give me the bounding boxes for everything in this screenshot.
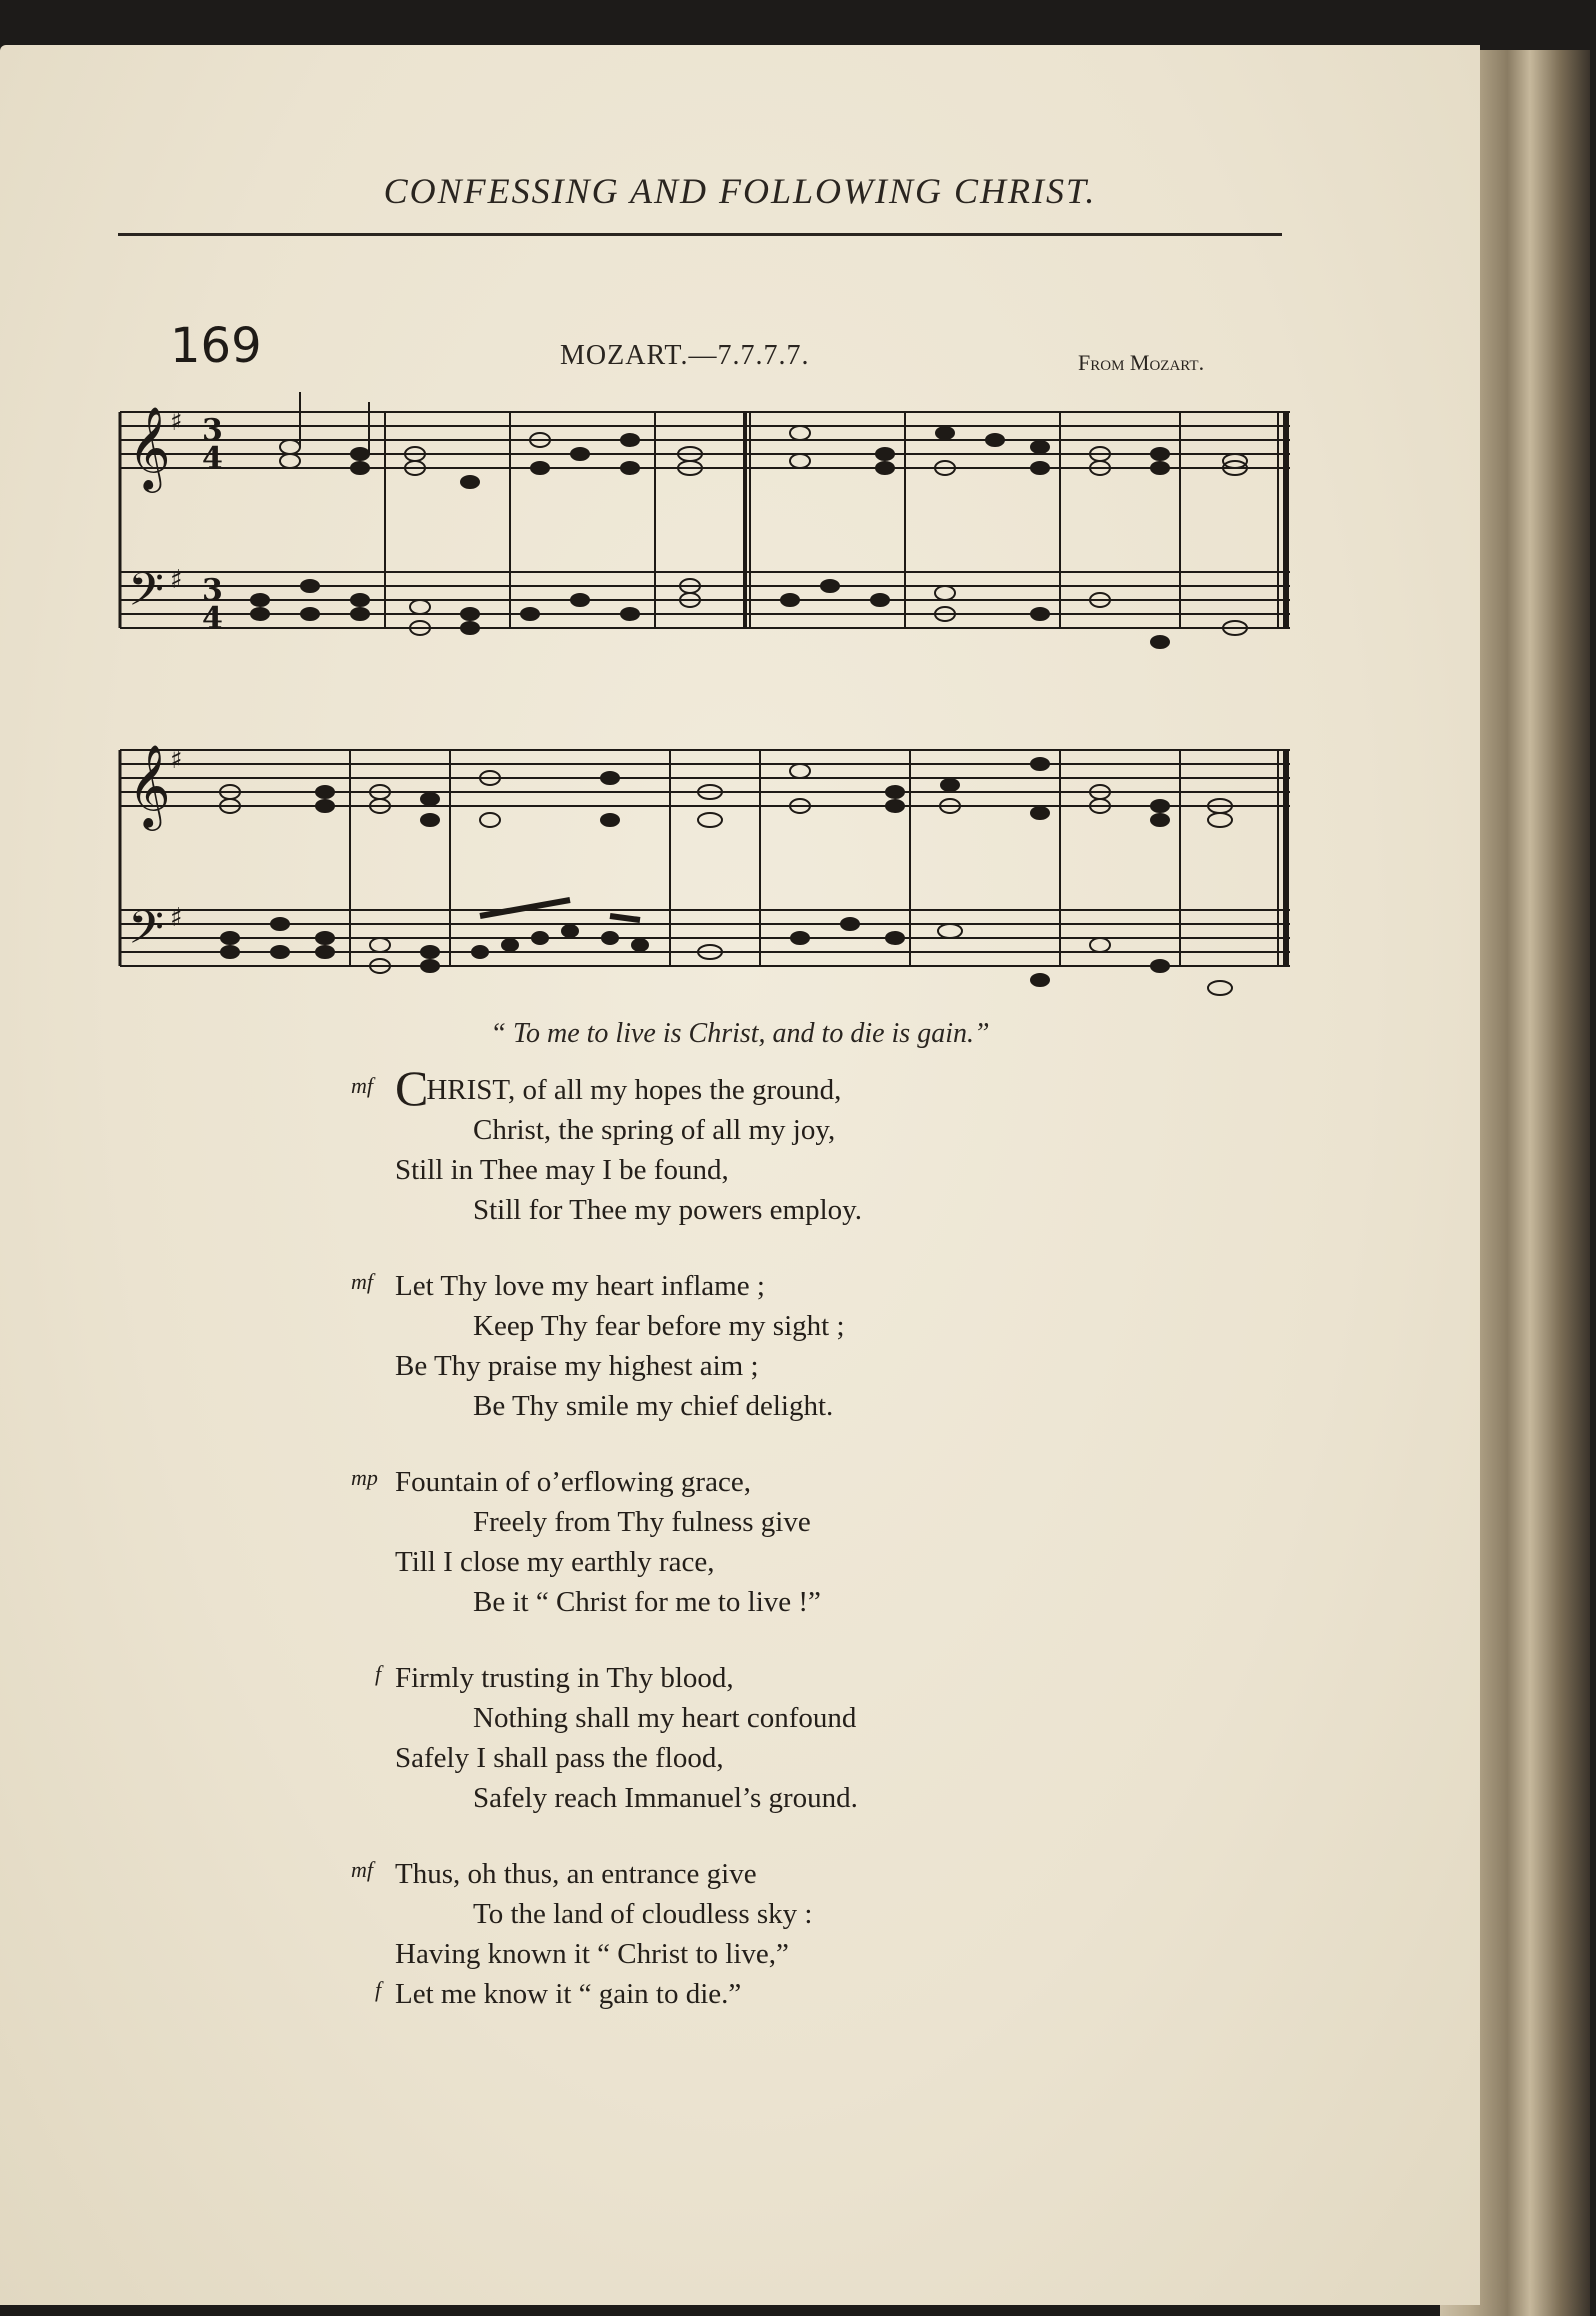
verse-line: Safely reach Immanuel’s ground. (473, 1782, 858, 1814)
music-system-1 (110, 392, 1290, 662)
verse-line: Still in Thee may I be found, (395, 1154, 729, 1186)
music-system-2 (110, 720, 1290, 1010)
verse-line: Firmly trusting in Thy blood, (395, 1662, 734, 1694)
svg-text:𝄞: 𝄞 (128, 743, 171, 827)
stanza-3 (351, 1462, 1295, 1622)
svg-text:♯: ♯ (170, 903, 183, 933)
verse-line: HRIST, of all my hopes the ground, (426, 1074, 842, 1106)
verse-line: Be it “ Christ for me to live !” (473, 1586, 821, 1618)
verse-line: Let Thy love my heart inflame ; (395, 1270, 765, 1302)
running-head: CONFESSING AND FOLLOWING CHRIST. (383, 171, 1097, 211)
verse-line: Safely I shall pass the flood, (395, 1742, 724, 1774)
music-score-system-2 (110, 720, 1290, 1010)
dynamic-marking: mf (351, 1857, 373, 1882)
svg-text:3: 3 (202, 573, 223, 608)
svg-text:𝄢: 𝄢 (128, 563, 165, 628)
dynamic-marking: f (375, 1661, 382, 1686)
dynamic-marking: mp (351, 1465, 378, 1490)
verse-line: Thus, oh thus, an entrance give (395, 1858, 757, 1890)
svg-text:4: 4 (202, 601, 223, 636)
verse-line: Fountain of o’erflowing grace, (395, 1466, 751, 1498)
stanza-5 (351, 1854, 1295, 2014)
verse-line: Be Thy smile my chief delight. (473, 1390, 834, 1422)
verse-line: Having known it “ Christ to live,” (395, 1938, 789, 1970)
stanza-1 (351, 1060, 1295, 1230)
hymn-verses (351, 1060, 1295, 2050)
svg-text:♯: ♯ (170, 565, 183, 595)
verse-line: Be Thy praise my highest aim ; (395, 1350, 759, 1382)
header-rule (118, 233, 1282, 236)
dynamic-marking: mf (351, 1073, 373, 1098)
svg-text:♯: ♯ (170, 745, 183, 775)
dynamic-marking: f (375, 1977, 382, 2002)
svg-text:𝄞: 𝄞 (128, 405, 171, 489)
verse-line: Nothing shall my heart confound (473, 1702, 857, 1734)
dynamic-marking: mf (351, 1269, 373, 1294)
music-score-system-1 (110, 392, 1290, 662)
composer-credit: From Mozart. (1078, 350, 1205, 375)
drop-capital: C (395, 1060, 429, 1116)
svg-text:♯: ♯ (170, 407, 183, 437)
verse-line: Freely from Thy fulness give (473, 1506, 811, 1538)
stanza-2 (351, 1266, 1295, 1426)
verse-line: Let me know it “ gain to die.” (395, 1978, 742, 2010)
svg-text:4: 4 (202, 441, 223, 476)
verse-line: To the land of cloudless sky : (473, 1898, 813, 1930)
stanza-4 (375, 1658, 1295, 1818)
svg-text:3: 3 (202, 413, 223, 448)
svg-text:𝄢: 𝄢 (128, 901, 165, 966)
tune-name: MOZART.—7.7.7.7. (560, 340, 810, 371)
hymn-epigraph: “ To me to live is Christ, and to die is gain.” (490, 1018, 990, 1049)
hymn-number: 169 (170, 318, 262, 374)
verse-line: Till I close my earthly race, (395, 1546, 715, 1578)
verse-line: Still for Thee my powers employ. (473, 1194, 863, 1226)
verse-line: Christ, the spring of all my joy, (473, 1114, 836, 1146)
verse-line: Keep Thy fear before my sight ; (473, 1310, 845, 1342)
